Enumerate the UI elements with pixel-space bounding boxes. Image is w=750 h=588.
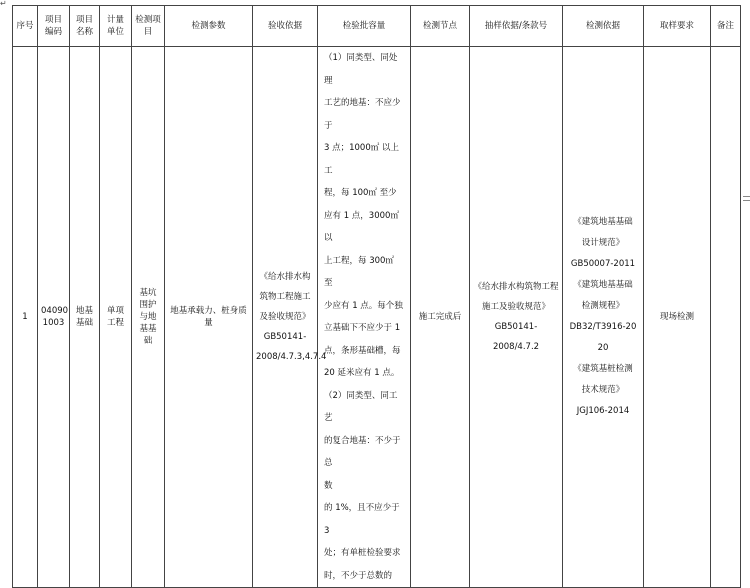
cell-test-node: 施工完成后 — [411, 47, 470, 588]
sample-size-line: 点，条形基础槽，每 — [324, 345, 401, 356]
cell-sampling-basis: 《给水排水构筑物工程施工及验收规范》 GB50141-2008/4.7.2 — [470, 47, 563, 588]
table-row — [13, 47, 741, 588]
cell-item-name: 地基 基础 — [70, 47, 100, 588]
sample-size-line: 的复合地基：不少于总 — [324, 435, 401, 468]
header-test-node: 检测节点 — [411, 6, 470, 47]
margin-mark — [743, 200, 750, 201]
sample-size-line: 上工程，每 300㎡ 至 — [324, 255, 394, 288]
header-sample-size: 检验批容量 — [318, 6, 411, 47]
test-basis-line: GB50007-2011 — [570, 259, 636, 269]
test-basis-line: 技术规范》 — [581, 385, 625, 395]
cell-remarks — [711, 47, 741, 588]
test-basis-line: 设计规范》 — [581, 238, 625, 248]
header-sampling-req: 取样要求 — [644, 6, 711, 47]
cell-test-param: 地基承载力、桩身质量 — [165, 47, 253, 588]
sample-size-line: （1）同类型、同处理 — [324, 53, 398, 86]
cell-acceptance-basis: 《给水排水构筑物工程施工及验收规范》 GB50141-2008/4.7.3,4.7.4 — [253, 47, 318, 588]
sample-size-line: 应有 1 点，3000㎡ 以 — [324, 210, 399, 243]
sample-size-line: 20 延米应有 1 点。 — [324, 368, 400, 378]
header-acceptance-basis: 验收依据 — [253, 6, 318, 47]
test-basis-line: 《建筑地基基础 — [573, 280, 633, 290]
sample-size-line: 3 点；1000㎡ 以上工 — [324, 143, 399, 176]
cell-test-item: 基坑 围护 与地 基基 础 — [132, 47, 165, 588]
inspection-table — [12, 5, 741, 588]
header-remarks: 备注 — [711, 6, 741, 47]
header-item-code: 项目编码 — [38, 6, 70, 47]
header-test-item: 检测项目 — [132, 6, 165, 47]
test-basis-line: 《建筑地基基础 — [573, 217, 633, 227]
margin-mark — [743, 196, 750, 197]
sample-size-line: 的 1%，且不应少于 3 — [324, 503, 400, 536]
header-seq: 序号 — [13, 6, 38, 47]
sample-size-line: 处；有单桩检验要求 — [324, 548, 401, 558]
header-sampling-basis: 抽样依据/条款号 — [470, 6, 563, 47]
cell-unit: 单项 工程 — [100, 47, 132, 588]
test-basis-line: JGJ106-2014 — [576, 406, 630, 416]
sample-size-line: 少应有 1 点。每个独 — [324, 300, 403, 311]
test-basis-text — [567, 212, 639, 422]
page-margin — [741, 0, 750, 422]
cell-item-code: 04090 1003 — [38, 47, 70, 588]
header-item-name: 项目名称 — [70, 6, 100, 47]
sample-size-line: 工艺的地基：不应少于 — [324, 98, 401, 131]
cell-test-basis — [563, 47, 644, 588]
sample-size-line: （2）同类型、同工艺 — [324, 390, 398, 423]
test-basis-line: DB32/T3916-20 — [569, 322, 637, 332]
sample-size-line: 立基础下不应少于 1 — [324, 323, 401, 333]
header-test-basis: 检测依据 — [563, 6, 644, 47]
cell-seq: 1 — [13, 47, 38, 588]
paragraph-corner-mark: ↵ — [0, 0, 7, 8]
cell-sampling-req: 现场检测 — [644, 47, 711, 588]
sample-size-line: 数 — [324, 480, 333, 491]
header-test-param: 检测参数 — [165, 6, 253, 47]
cell-sample-size — [318, 47, 411, 588]
header-unit: 计量单位 — [100, 6, 132, 47]
test-basis-line: 《建筑基桩检测 — [573, 364, 633, 374]
test-basis-line: 检测规程》 — [581, 301, 625, 311]
header-row — [13, 6, 741, 47]
sample-size-line: 程，每 100㎡ 至少 — [324, 188, 397, 198]
sample-size-text — [324, 47, 404, 587]
sample-size-line: 时，不少于总数的 — [324, 570, 393, 581]
test-basis-line: 20 — [597, 343, 609, 353]
